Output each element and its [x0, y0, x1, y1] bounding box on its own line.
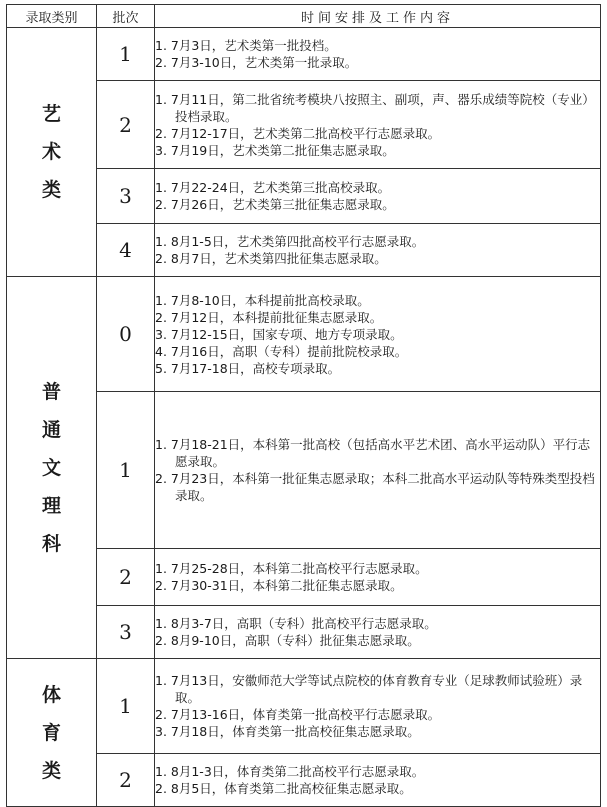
- schedule-content-cell: [155, 28, 601, 81]
- schedule-content-cell: [155, 277, 601, 392]
- schedule-item: 2. 7月26日，艺术类第三批征集志愿录取。: [155, 197, 395, 212]
- schedule-content-cell: [155, 224, 601, 277]
- header-content: 时间安排及工作内容: [155, 5, 601, 28]
- batch-number: 2: [97, 754, 155, 807]
- category-label: 艺术类: [41, 103, 61, 201]
- schedule-content-cell: [155, 659, 601, 754]
- batch-number: 3: [97, 606, 155, 659]
- schedule-item: 1. 8月1-3日，体育类第二批高校平行志愿录取。: [155, 764, 425, 779]
- schedule-item: 1. 7月8-10日，本科提前批高校录取。: [155, 292, 370, 308]
- schedule-row: [7, 224, 601, 277]
- schedule-row: [7, 392, 601, 549]
- schedule-body: [7, 28, 601, 807]
- batch-number: 2: [97, 81, 155, 169]
- schedule-item: 1. 7月22-24日，艺术类第三批高校录取。: [155, 180, 391, 195]
- schedule-row: [7, 549, 601, 606]
- admission-schedule-table: [6, 4, 601, 807]
- schedule-item: 3. 7月12-15日，国家专项、地方专项录取。: [155, 326, 403, 342]
- schedule-row: [7, 659, 601, 754]
- schedule-row: [7, 754, 601, 807]
- schedule-row: [7, 169, 601, 224]
- schedule-item: 1. 7月3日，艺术类第一批投档。: [155, 38, 337, 53]
- category-cell: [7, 277, 97, 659]
- schedule-content-cell: [155, 754, 601, 807]
- batch-number: 1: [97, 28, 155, 81]
- schedule-item: 2. 7月30-31日，本科第二批征集志愿录取。: [155, 578, 403, 593]
- schedule-content-cell: [155, 169, 601, 224]
- schedule-item: 2. 7月12日，本科提前批征集志愿录取。: [155, 309, 383, 325]
- batch-number: 4: [97, 224, 155, 277]
- header-batch: 批次: [97, 5, 155, 28]
- schedule-item: 2. 7月23日，本科第一批征集志愿录取；本科二批高水平运动队等特殊类型投档录取。: [155, 471, 595, 503]
- schedule-item: 4. 7月16日，高职（专科）提前批院校录取。: [155, 343, 408, 359]
- schedule-item: 1. 7月25-28日，本科第二批高校平行志愿录取。: [155, 561, 428, 576]
- category-cell: [7, 659, 97, 807]
- schedule-item: 2. 7月3-10日，艺术类第一批录取。: [155, 55, 358, 70]
- schedule-item: 5. 7月17-18日，高校专项录取。: [155, 360, 341, 376]
- schedule-row: [7, 606, 601, 659]
- batch-number: 1: [97, 392, 155, 549]
- schedule-item: 1. 7月11日，第二批省统考模块八按照主、副项，声、器乐成绩等院校（专业）投档录取。: [155, 91, 595, 124]
- batch-number: 1: [97, 659, 155, 754]
- schedule-item: 1. 8月3-7日，高职（专科）批高校平行志愿录取。: [155, 616, 437, 631]
- schedule-item: 2. 7月12-17日，艺术类第二批高校平行志愿录取。: [155, 125, 441, 141]
- category-label: 体育类: [41, 683, 61, 782]
- header-row: [7, 5, 601, 28]
- schedule-item: 3. 7月18日，体育类第一批高校征集志愿录取。: [155, 724, 420, 739]
- schedule-item: 1. 7月13日，安徽师范大学等试点院校的体育教育专业（足球教师试验班）录取。: [155, 673, 583, 705]
- header-category: 录取类别: [7, 5, 97, 28]
- schedule-content-cell: [155, 549, 601, 606]
- schedule-content-cell: [155, 606, 601, 659]
- schedule-item: 2. 8月5日，体育类第二批高校征集志愿录取。: [155, 781, 412, 796]
- batch-number: 3: [97, 169, 155, 224]
- category-label: 普通文理科: [41, 380, 61, 555]
- schedule-row: [7, 28, 601, 81]
- schedule-item: 1. 7月18-21日，本科第一批高校（包括高水平艺术团、高水平运动队）平行志愿录取。: [155, 437, 591, 469]
- schedule-content-cell: [155, 81, 601, 169]
- schedule-item: 2. 7月13-16日，体育类第一批高校平行志愿录取。: [155, 707, 441, 722]
- schedule-item: 3. 7月19日，艺术类第二批征集志愿录取。: [155, 142, 395, 158]
- batch-number: 2: [97, 549, 155, 606]
- schedule-item: 2. 8月7日，艺术类第四批征集志愿录取。: [155, 251, 387, 266]
- schedule-row: [7, 81, 601, 169]
- category-cell: [7, 28, 97, 277]
- schedule-item: 2. 8月9-10日，高职（专科）批征集志愿录取。: [155, 633, 420, 648]
- schedule-content-cell: [155, 392, 601, 549]
- schedule-item: 1. 8月1-5日，艺术类第四批高校平行志愿录取。: [155, 234, 425, 249]
- batch-number: 0: [97, 277, 155, 392]
- schedule-row: [7, 277, 601, 392]
